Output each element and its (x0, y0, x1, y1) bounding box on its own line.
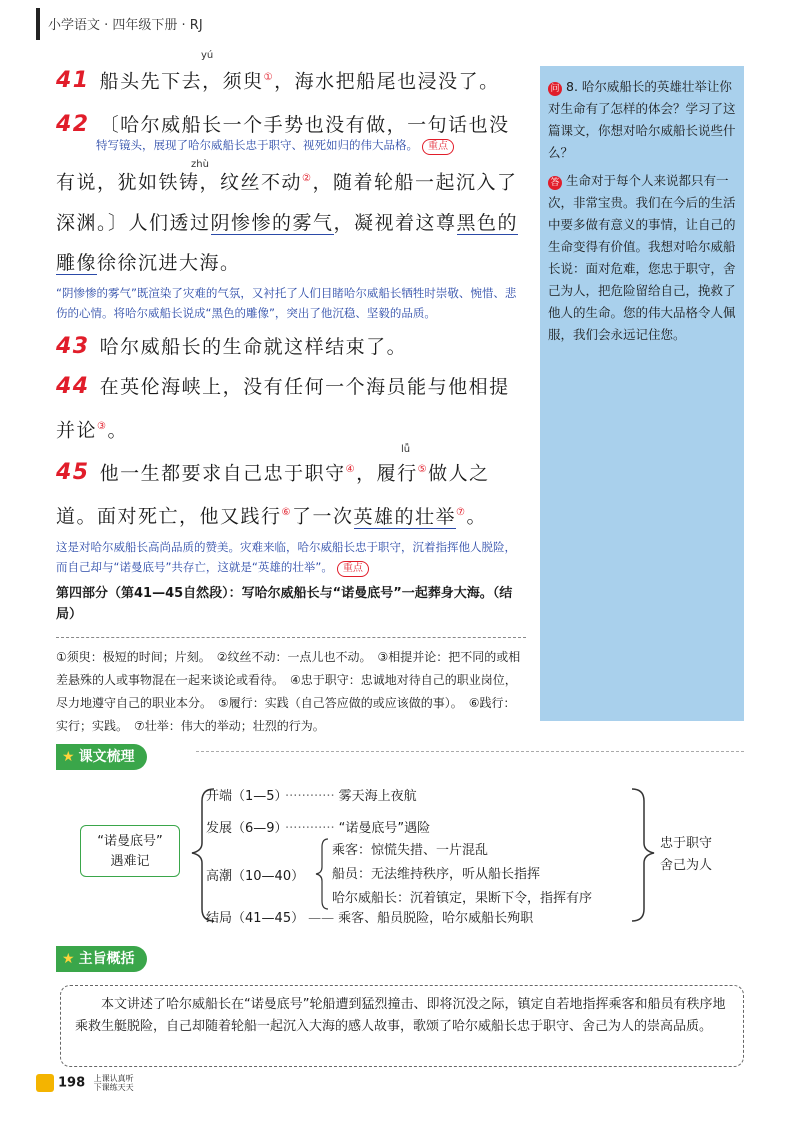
footnote-marker: ② (302, 173, 313, 185)
answer-icon: 答 (548, 176, 562, 190)
paragraph-text: 道。面对死亡，他又践行 (56, 505, 282, 528)
paragraph-text: 深渊。〕人们透过 (56, 211, 211, 234)
paragraph-text: 有说，犹如铁铸，纹丝不动 (56, 171, 303, 194)
paragraph-text: 。 (466, 505, 487, 528)
annotation-note: 特写镜头，展现了哈尔威船长忠于职守、视死如归的伟大品格。 (96, 138, 418, 153)
climax-item: 乘客：惊慌失措、一片混乱 (332, 843, 489, 858)
star-icon: ★ (62, 749, 75, 765)
outline-root (80, 825, 180, 877)
divider (196, 751, 744, 752)
footer-slogan (94, 1074, 134, 1092)
underlined-text: 黑色的 (456, 211, 519, 234)
slogan-line: 上课认真听 (93, 1074, 134, 1083)
footnote-marker: ⑦ (456, 507, 467, 519)
paragraph-text: 了一次 (291, 505, 354, 528)
paragraph-41 (56, 50, 526, 101)
page-footer (36, 1074, 134, 1092)
stage-climax (206, 865, 304, 884)
annotation-note: 这是对哈尔威船长高尚品质的赞美。灾难来临，哈尔威船长忠于职守，沉着指挥他人脱险，而自己却与“诺曼底号”共存亡，这就是“英雄的壮举”。 (56, 539, 516, 574)
annotation-note: “阴惨惨的雾气”既渲染了灾难的气氛，又衬托了人们目睹哈尔威船长牺牲时崇敬、惋惜、悲伤的心情。将哈尔威船长说成“黑色的雕像”，突出了他沉稳、坚毅的品质。 (56, 285, 517, 320)
root-line: “诺曼底号” (97, 834, 163, 849)
paragraph-text: 做人之 (428, 462, 490, 485)
divider (56, 637, 526, 638)
paragraph-number: 41 (56, 68, 90, 94)
stage-name: 结局（41—45） (206, 911, 305, 926)
paragraph-43 (56, 327, 526, 367)
outline-section-tag (56, 744, 147, 770)
paragraph-number: 45 (56, 460, 90, 486)
paragraph-text: 。 (107, 418, 128, 441)
paragraph-number: 43 (56, 333, 90, 359)
theme-line: 舍己为人 (660, 858, 713, 873)
pinyin-42: zhù (191, 159, 209, 171)
footnote-marker: ⑥ (281, 507, 292, 519)
stage-name: 开端（1—5） (206, 789, 282, 804)
outline-diagram (80, 785, 760, 935)
theme-line: 忠于职守 (660, 836, 713, 851)
paragraph-number: 44 (56, 373, 90, 399)
question-icon: 问 (548, 82, 562, 96)
paragraph-text: 他一生都要求自己忠于职守 (99, 462, 346, 485)
main-idea-box: 本文讲述了哈尔威船长在“诺曼底号”轮船遭到猛烈撞击、即将沉没之际，镇定自若地指挥乘客和船员有秩序地乘救生艇脱险，自己却随着轮船一起沉入大海的感人故事，歌颂了哈尔威船长忠于职守、舍己为人的崇高品质。 (60, 985, 744, 1067)
theme-summary (660, 833, 712, 877)
answer-text: 生命对于每个人来说都只有一次，非常宝贵。我们在今后的生活中要多做有意义的事情，让自己的生命变得有价值。我想对哈尔威船长说：面对危难，您忠于职守，舍己为人，把危险留给自己，挽救了他人的生命。您的伟大品格令人佩服，我们会永远记住您。 (548, 173, 736, 342)
paragraph-text: ，凝视着这尊 (333, 211, 457, 234)
footnotes: ①须臾：极短的时间；片刻。 ②纹丝不动：一点儿也不动。 ③相提并论：把不同的或相差悬殊的人或事物混在一起来谈论或看待。 ④忠于职守：忠诚地对待自己的职业岗位，尽力地遵守自己的职业本分。 ⑤履行：实践（自己答应做的或应该做的事）。 ⑥践行：实行；实践。 ⑦壮举：伟大的举动；壮烈的行为。 (56, 649, 521, 733)
paragraph-44 (56, 367, 526, 450)
paragraph-text: ，海水把船尾也浸没了。 (274, 70, 500, 93)
stage-development (206, 817, 430, 836)
pinyin-41: yú (201, 50, 214, 61)
underlined-text: 阴惨惨的雾气 (210, 211, 334, 234)
footnote-marker: ⑤ (417, 463, 429, 475)
sidebar-answer (548, 170, 736, 346)
paragraph-42 (56, 105, 526, 322)
sidebar-question (548, 76, 736, 164)
paragraph-text: 哈尔威船长的生命就这样结束了。 (99, 335, 408, 358)
key-point-badge: 重点 (422, 139, 454, 155)
underlined-text: 雕像 (56, 251, 98, 274)
paragraph-45 (56, 443, 526, 577)
paragraph-text: ，履行 (356, 462, 418, 485)
paragraph-text: ，随着轮船一起沉入了 (312, 171, 518, 194)
paragraph-text: 徐徐沉进大海。 (97, 251, 241, 274)
section-tag-label: 课文梳理 (78, 749, 135, 765)
footnote-marker: ③ (97, 420, 108, 432)
star-icon: ★ (62, 951, 75, 967)
paragraph-text: 〔哈尔威船长一个手势也没有做，一句话也没 (99, 114, 510, 137)
stage-start (206, 785, 417, 804)
star-logo-icon (36, 1074, 54, 1092)
section-summary: 第四部分（第41—45自然段）：写哈尔威船长与“诺曼底号”一起葬身大海。（结局） (56, 585, 513, 622)
page-number: 198 (58, 1075, 86, 1091)
text-body (56, 50, 526, 738)
slogan-line: 下课练天天 (93, 1083, 134, 1092)
stage-name: 高潮（10—40） (206, 869, 305, 884)
climax-item: 哈尔威船长：沉着镇定，果断下令，指挥有序 (332, 891, 593, 906)
stage-name: 发展（6—9） (206, 821, 282, 836)
key-point-badge: 重点 (337, 561, 369, 577)
paragraph-text: 船头先下去，须臾 (99, 70, 264, 93)
underlined-text: 英雄的壮举 (353, 505, 457, 528)
stage-desc: 雾天海上夜航 (338, 789, 417, 804)
question-text: 8. 哈尔威船长的英雄壮举让你对生命有了怎样的体会？学习了这篇课文，你想对哈尔威船长说些什么？ (548, 79, 736, 160)
right-brace-icon (628, 785, 658, 925)
stage-desc: 乘客、船员脱险，哈尔威船长殉职 (338, 911, 534, 926)
footnote-marker: ① (263, 72, 275, 83)
paragraph-number: 42 (56, 112, 90, 138)
root-line: 遇难记 (110, 854, 150, 869)
leader-line: ············ (285, 789, 335, 804)
section-tag-label: 主旨概括 (78, 951, 135, 967)
leader-line: ············ (285, 821, 335, 836)
main-idea-section-tag (56, 946, 147, 972)
header-bar (36, 8, 40, 40)
paragraph-text: 并论 (56, 418, 98, 441)
footnote-marker: ④ (345, 463, 357, 475)
leader-line: —— (308, 911, 335, 926)
paragraph-text: 在英伦海峡上，没有任何一个海员能与他相提 (99, 375, 510, 398)
qa-sidebar (540, 66, 744, 721)
pinyin-45: lǚ (401, 443, 411, 455)
stage-desc: “诺曼底号”遇险 (338, 821, 431, 836)
climax-item: 船员：无法维持秩序，听从船长指挥 (332, 867, 541, 882)
inner-brace-icon (312, 837, 332, 911)
left-brace-icon (180, 785, 220, 925)
header-title: 小学语文 · 四年级下册 · RJ (48, 18, 203, 33)
stage-end (206, 907, 533, 926)
